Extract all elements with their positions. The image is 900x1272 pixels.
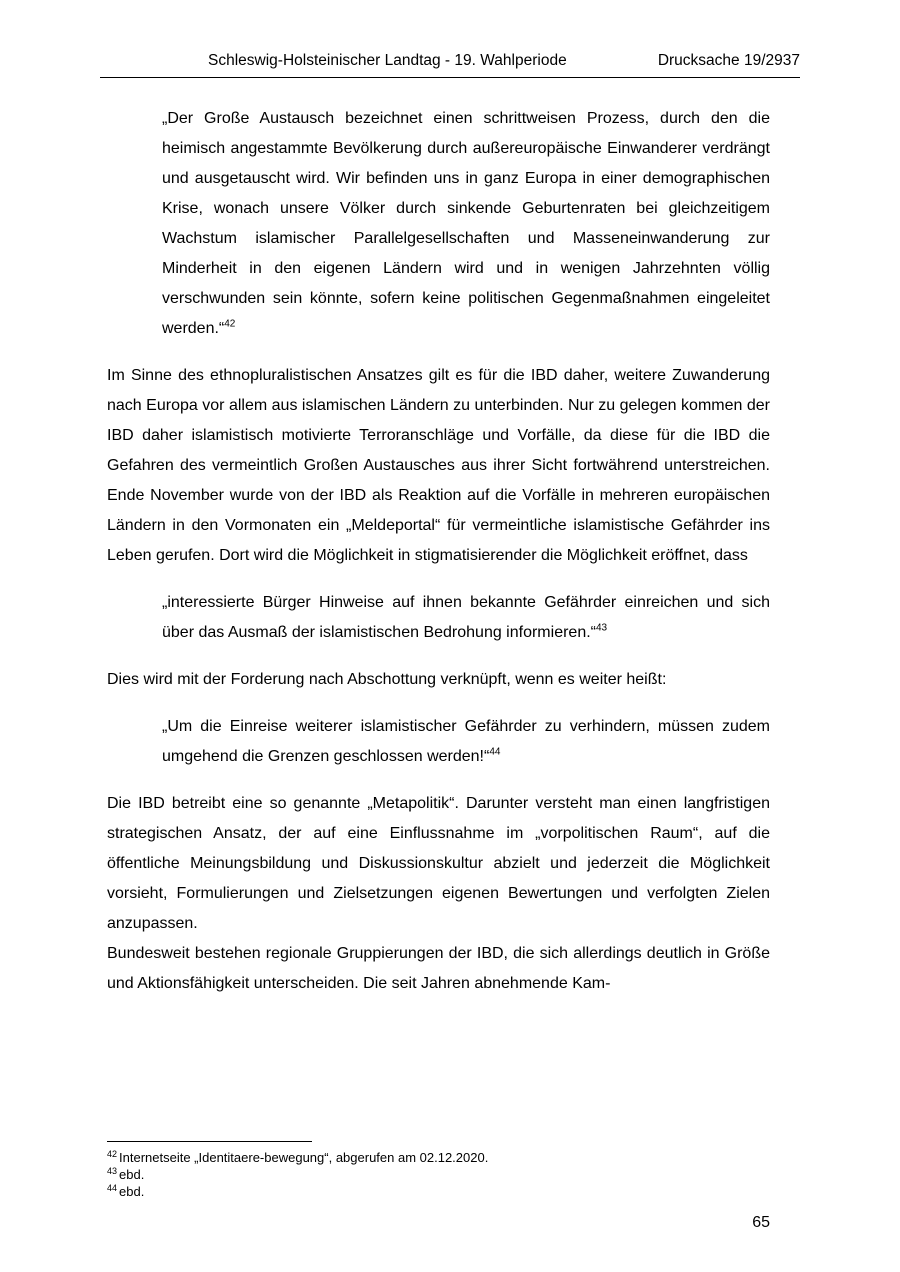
paragraph-3: Die IBD betreibt eine so genannte „Metapolitik“. Darunter versteht man einen langfristigen strategischen Ansatz, der auf eine Einflussnahme im „vorpolitischen Raum“, auf die öffentliche Meinungsbildung und Diskussionskultur abzielt und jederzeit die Möglichkeit vorsieht, Formulierungen und Zielsetzungen eigenen Bewertungen und verfolgten Zielen anzupassen. bbox=[107, 795, 770, 932]
footnote-text: ebd. bbox=[119, 1167, 145, 1182]
footnote-44 bbox=[107, 1183, 770, 1200]
page-content bbox=[107, 104, 770, 999]
footnote-separator bbox=[107, 1141, 312, 1142]
quote-block-2 bbox=[162, 588, 770, 648]
quote-text: „interessierte Bürger Hinweise auf ihnen bekannte Gefährder einreichen und sich über das Ausmaß der islamistischen Bedrohung informieren.“ bbox=[162, 594, 770, 641]
quote-text: „Um die Einreise weiterer islamistischer Gefährder zu verhindern, müssen zudem umgehend die Grenzen geschlossen werden!“ bbox=[162, 718, 770, 765]
footnote-text: Internetseite „Identitaere-bewegung“, abgerufen am 02.12.2020. bbox=[119, 1150, 489, 1165]
footnote-43 bbox=[107, 1166, 770, 1183]
quote-block-3 bbox=[162, 712, 770, 772]
paragraph-4: Bundesweit bestehen regionale Gruppierungen der IBD, die sich allerdings deutlich in Größe und Aktionsfähigkeit unterscheiden. Die seit Jahren abnehmende Kam- bbox=[107, 945, 770, 992]
footnote-number: 42 bbox=[107, 1148, 118, 1159]
header-title: Schleswig-Holsteinischer Landtag - 19. Wahlperiode bbox=[208, 52, 567, 69]
paragraph-2: Dies wird mit der Forderung nach Abschottung verknüpft, wenn es weiter heißt: bbox=[107, 671, 667, 688]
footnote-ref-44: 44 bbox=[489, 746, 501, 758]
footnote-number: 43 bbox=[107, 1165, 118, 1176]
page-header bbox=[100, 52, 800, 78]
paragraph-1: Im Sinne des ethnopluralistischen Ansatzes gilt es für die IBD daher, weitere Zuwanderung nach Europa vor allem aus islamischen Ländern zu unterbinden. Nur zu gelegen kommen der IBD daher islamistisch motivierte Terroranschläge und Vorfälle, da diese für die IBD die Gefahren des vermeintlich Großen Austausches aus ihrer Sicht fortwährend unterstreichen. Ende November wurde von der IBD als Reaktion auf die Vorfälle in mehreren europäischen Ländern in den Vormonaten ein „Meldeportal“ für vermeintliche islamistische Gefährder ins Leben gerufen. Dort wird die Möglichkeit in stigmatisierender die Möglichkeit eröffnet, dass bbox=[107, 367, 770, 564]
footnote-ref-43: 43 bbox=[595, 622, 608, 634]
quote-text: „Der Große Austausch bezeichnet einen schrittweisen Prozess, durch den die heimisch angestammte Bevölkerung durch außereuropäische Einwanderer verdrängt und ausgetauscht wird. Wir befinden uns in ganz Europa in einer demographischen Krise, wonach unsere Völker durch sinkende Geburtenraten bei gleichzeitigem Wachstum islamischer Parallelgesellschaften und Masseneinwanderung zur Minderheit in den eigenen Ländern wird und in wenigen Jahrzehnten völlig verschwunden sein könnte, sofern keine politischen Gegenmaßnahmen eingeleitet werden.“ bbox=[162, 110, 770, 337]
footnote-42 bbox=[107, 1149, 770, 1166]
quote-block-1 bbox=[162, 104, 770, 344]
footnote-number: 44 bbox=[107, 1182, 118, 1193]
header-doc-number: Drucksache 19/2937 bbox=[657, 52, 800, 69]
footnote-text: ebd. bbox=[119, 1184, 145, 1199]
page-number: 65 bbox=[752, 1214, 770, 1231]
footnote-section bbox=[107, 1141, 770, 1200]
footnote-ref-42: 42 bbox=[224, 318, 236, 330]
